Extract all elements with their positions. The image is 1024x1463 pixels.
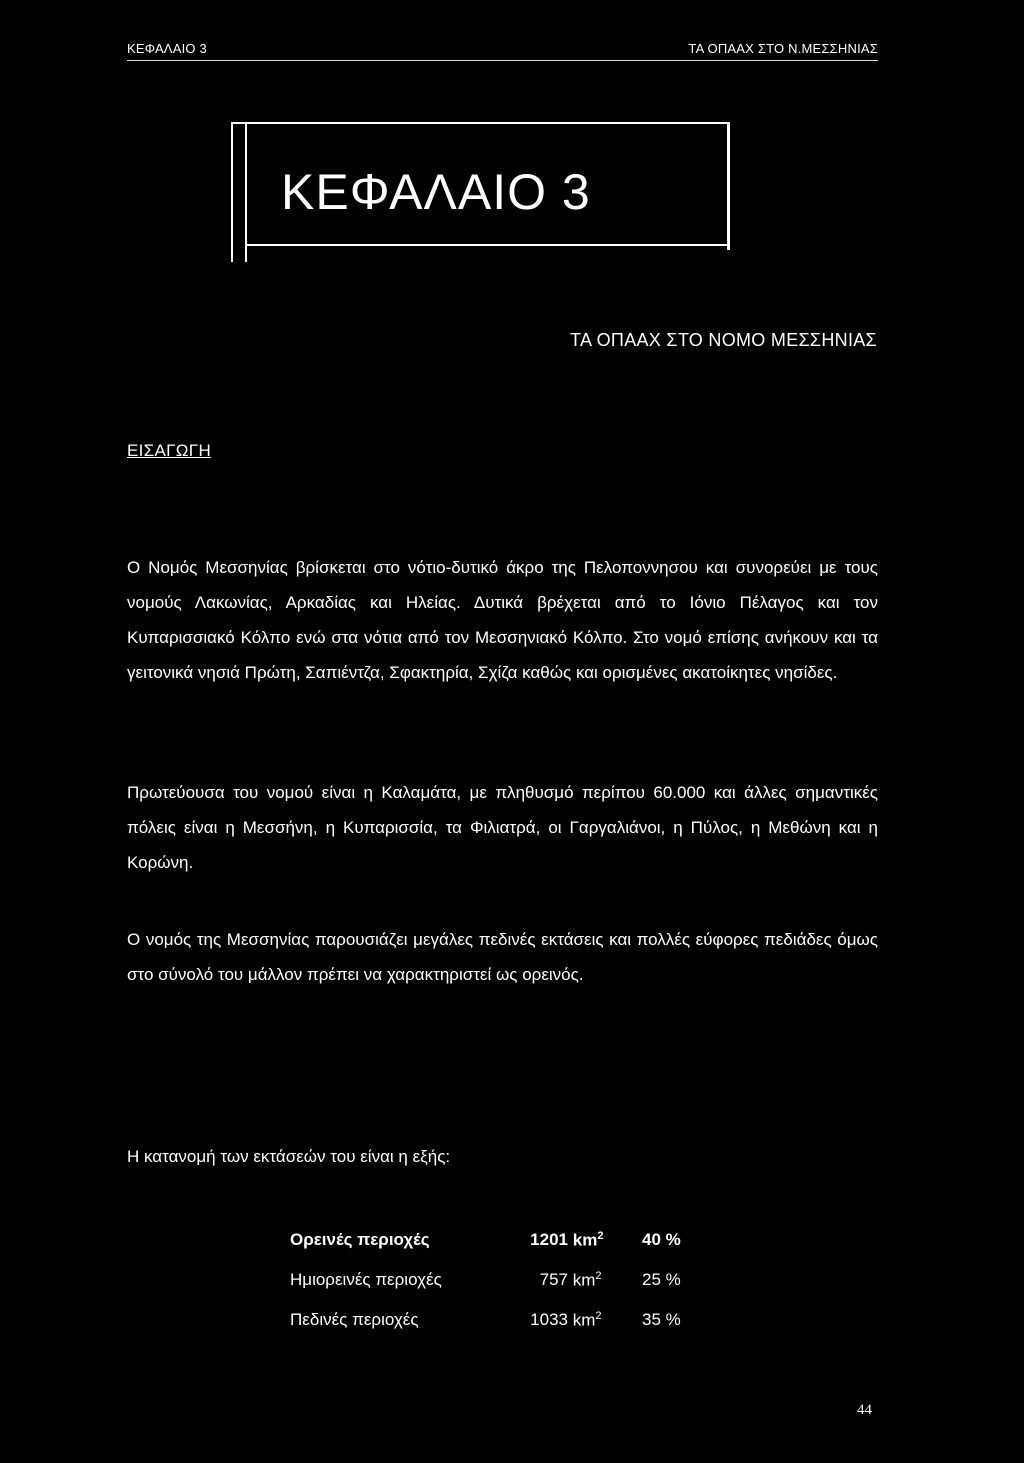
area-unit: km [572,1230,598,1250]
frame-right-rule [727,122,730,250]
table-row [290,1220,722,1260]
chapter-subtitle: ΤΑ ΟΠΑΑΧ ΣΤΟ ΝΟΜΟ ΜΕΣΣΗΝΙΑΣ [570,330,877,350]
area-unit: km [572,1270,596,1290]
chapter-title: ΚΕΦΑΛΑΙΟ 3 [281,164,591,220]
intro-paragraph-terrain: Ο νομός της Μεσσηνίας παρουσιάζει μεγάλες πεδινές εκτάσεις και πολλές εύφορες πεδιάδες όμως στο σύνολό του μάλλον πρέπει να χαρακτηριστεί ως ορεινός. [127,930,878,984]
terrain-distribution-table [290,1220,722,1340]
table-row [290,1300,722,1340]
table-intro-line: Η κατανομή των εκτάσεών του είναι η εξής: [127,1147,451,1166]
frame-inner-left-rule [245,122,247,262]
area-unit-exponent: 2 [595,1269,602,1282]
section-heading: ΕΙΣΑΓΩΓΗ [127,441,212,460]
frame-top-rule [231,122,730,124]
terrain-label: Πεδινές περιοχές [290,1310,419,1329]
area-unit-exponent: 2 [595,1309,602,1322]
page-number: 44 [857,1402,872,1418]
intro-paragraph-cities: Πρωτεύουσα του νομού είναι η Καλαμάτα, με πληθυσμό περίπου 60.000 και άλλες σημαντικές πόλεις είναι η Μεσσήνη, η Κυπαρισσία, τα Φιλιατρά, οι Γαργαλιάνοι, η Πύλος, η Μεθώνη και η Κορώνη. [127,783,878,872]
terrain-label: Ημιορεινές περιοχές [290,1270,442,1289]
terrain-area [512,1220,642,1260]
terrain-label: Ορεινές περιοχές [290,1230,430,1249]
area-unit: km [572,1310,596,1330]
table-row [290,1260,722,1300]
frame-bottom-rule [245,244,730,246]
intro-paragraph-geography: Ο Νομός Μεσσηνίας βρίσκεται στο νότιο-δυτικό άκρο της Πελοποννησου και συνορεύει με τους νομούς Λακωνίας, Αρκαδίας και Ηλείας. Δυτικά βρέχεται από το Ιόνιο Πέλαγος και τον Κυπαρισσιακό Κόλπο ενώ στα νότια από τον Μεσσηνιακό Κόλπο. Στο νομό επίσης ανήκουν και τα γειτονικά νησιά Πρώτη, Σαπιέντζα, Σφακτηρία, Σχίζα καθώς και ορισμένες ακατοίκητες νησίδες. [127,558,878,682]
area-value: 1201 [530,1230,568,1250]
area-value: 1033 [530,1310,568,1330]
terrain-percent: 40 % [642,1230,681,1249]
area-value: 757 [539,1270,568,1290]
terrain-percent: 35 % [642,1310,681,1329]
chapter-title-frame [231,122,730,262]
area-unit-exponent: 2 [597,1229,604,1242]
running-header [127,40,878,61]
header-chapter-label: ΚΕΦΑΛΑΙΟ 3 [127,41,207,56]
header-section-label: ΤΑ ΟΠΑΑΧ ΣΤΟ Ν.ΜΕΣΣΗΝΙΑΣ [688,41,878,56]
terrain-percent: 25 % [642,1270,681,1289]
terrain-area [512,1300,642,1340]
frame-outer-left-rule [231,122,233,262]
terrain-area [512,1260,642,1300]
